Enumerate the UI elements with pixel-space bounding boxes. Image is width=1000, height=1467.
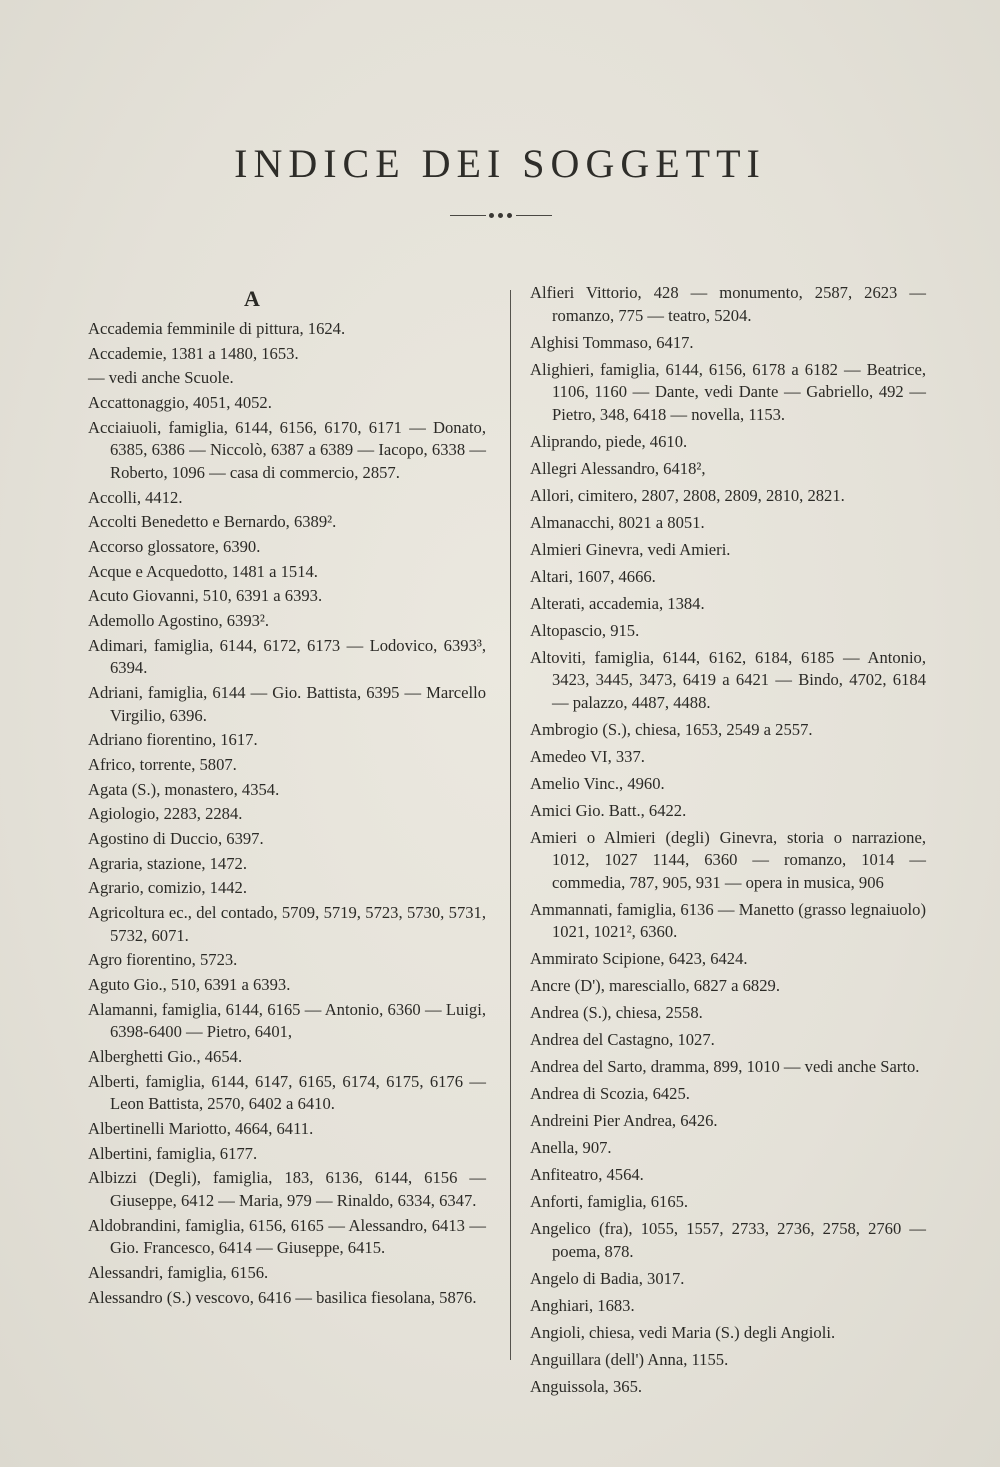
index-entry: Almieri Ginevra, vedi Amieri. (530, 539, 731, 559)
index-entry: Acque e Acquedotto, 1481 a 1514. (88, 561, 318, 581)
page-title: INDICE DEI SOGGETTI (234, 141, 766, 186)
ornament-dot (489, 213, 494, 218)
index-entry: Ammannati, famiglia, 6136 — Manetto (grasso legnaiuolo) 1021, 1021², 6360. (530, 899, 926, 942)
index-entry: Allegri Alessandro, 6418², (530, 458, 706, 478)
index-entry: Accattonaggio, 4051, 4052. (88, 393, 272, 413)
index-entry: Amedeo VI, 337. (530, 746, 645, 766)
ornament-line-right (516, 215, 552, 216)
column-divider (510, 290, 511, 1360)
index-entry: Adimari, famiglia, 6144, 6172, 6173 — Lodovico, 6393³, 6394. (88, 635, 486, 678)
section-letter: A (244, 286, 260, 311)
index-entry: Alamanni, famiglia, 6144, 6165 — Antonio, 6360 — Luigi, 6398-6400 — Pietro, 6401, (88, 999, 486, 1042)
index-entry: Accolli, 4412. (88, 487, 183, 507)
index-entry: Amici Gio. Batt., 6422. (530, 800, 687, 820)
index-entry: Andrea di Scozia, 6425. (530, 1084, 690, 1104)
index-entry: Agraria, stazione, 1472. (88, 853, 247, 873)
index-entry: Angioli, chiesa, vedi Maria (S.) degli Angioli. (530, 1322, 836, 1342)
index-entry: Anghiari, 1683. (530, 1295, 635, 1315)
index-entry: Agiologio, 2283, 2284. (88, 804, 243, 824)
index-entry: Anguillara (dell') Anna, 1155. (530, 1349, 729, 1369)
index-entry: Andrea del Sarto, dramma, 899, 1010 — vedi anche Sarto. (530, 1057, 920, 1077)
index-entry: Alessandro (S.) vescovo, 6416 — basilica fiesolana, 5876. (88, 1287, 477, 1307)
index-entry: Alberti, famiglia, 6144, 6147, 6165, 6174, 6175, 6176 — Leon Battista, 2570, 6402 a 6410. (88, 1071, 486, 1114)
index-entry: Ammirato Scipione, 6423, 6424. (530, 949, 748, 969)
index-entry: Amelio Vinc., 4960. (530, 773, 665, 793)
index-entry: Alfieri Vittorio, 428 — monumento, 2587, 2623 — romanzo, 775 — teatro, 5204. (530, 283, 926, 325)
index-entry: Agostino di Duccio, 6397. (88, 829, 264, 849)
index-entry: Aliprando, piede, 4610. (530, 431, 688, 451)
index-entry: Adriano fiorentino, 1617. (88, 730, 258, 750)
index-entry: Agricoltura ec., del contado, 5709, 5719, 5723, 5730, 5731, 5732, 6071. (88, 903, 486, 945)
index-column-right (530, 282, 926, 1403)
index-entry: Altopascio, 915. (530, 620, 640, 640)
index-entry: Andrea del Castagno, 1027. (530, 1030, 715, 1050)
index-entry: Acciaiuoli, famiglia, 6144, 6156, 6170, 6171 — Donato, 6385, 6386 — Niccolò, 6387 a 6389 — Iacopo, 6338 — Roberto, 1096 — casa di commercio, 2857. (88, 417, 486, 482)
index-column-left (88, 318, 486, 1311)
index-entry: Anguissola, 365. (530, 1376, 643, 1396)
index-entry: Accademia femminile di pittura, 1624. (88, 319, 346, 338)
index-entry: Aldobrandini, famiglia, 6156, 6165 — Alessandro, 6413 — Gio. Francesco, 6414 — Giuseppe, 6415. (88, 1215, 486, 1258)
index-entry: Agata (S.), monastero, 4354. (88, 779, 280, 799)
index-entry: — vedi anche Scuole. (88, 368, 234, 388)
index-entry: Albizzi (Degli), famiglia, 183, 6136, 6144, 6156 — Giuseppe, 6412 — Maria, 979 — Rinaldo, 6334, 6347. (88, 1168, 486, 1210)
index-entry: Anforti, famiglia, 6165. (530, 1192, 689, 1212)
index-entry: Aguto Gio., 510, 6391 a 6393. (88, 975, 291, 995)
index-entry: Anfiteatro, 4564. (530, 1165, 644, 1185)
index-entry: Ademollo Agostino, 6393². (88, 611, 270, 631)
title-ornament (450, 210, 552, 222)
index-entry: Acuto Giovanni, 510, 6391 a 6393. (88, 586, 323, 606)
index-entry: Accademie, 1381 a 1480, 1653. (88, 343, 299, 363)
ornament-line-left (450, 215, 486, 216)
index-entry: Altari, 1607, 4666. (530, 566, 656, 586)
index-entry: Alessandri, famiglia, 6156. (88, 1262, 269, 1282)
index-entry: Agrario, comizio, 1442. (88, 878, 247, 898)
index-entry: Angelico (fra), 1055, 1557, 2733, 2736, 2758, 2760 — poema, 878. (530, 1219, 926, 1261)
index-entry: Accolti Benedetto e Bernardo, 6389². (88, 512, 337, 532)
index-entry: Albertini, famiglia, 6177. (88, 1143, 258, 1163)
index-entry: Anella, 907. (530, 1138, 612, 1158)
ornament-dot (507, 213, 512, 218)
index-entry: Almanacchi, 8021 a 8051. (530, 512, 705, 532)
index-entry: Adriani, famiglia, 6144 — Gio. Battista, 6395 — Marcello Virgilio, 6396. (88, 683, 486, 725)
index-entry: Alterati, accademia, 1384. (530, 593, 705, 613)
index-entry: Amieri o Almieri (degli) Ginevra, storia o narrazione, 1012, 1027 1144, 6360 — romanzo, 1014 — commedia, 787, 905, 931 — opera in musica, 906 (530, 827, 926, 892)
index-entry: Africo, torrente, 5807. (88, 755, 237, 774)
index-entry: Ancre (D'), maresciallo, 6827 a 6829. (530, 976, 780, 996)
index-entry: Ambrogio (S.), chiesa, 1653, 2549 a 2557. (530, 719, 813, 739)
index-entry: Andreini Pier Andrea, 6426. (530, 1111, 718, 1131)
index-entry: Albertinelli Mariotto, 4664, 6411. (88, 1119, 314, 1139)
index-entry: Altoviti, famiglia, 6144, 6162, 6184, 6185 — Antonio, 3423, 3445, 3473, 6419 a 6421 — Bindo, 4702, 6184 — palazzo, 4487, 4488. (530, 647, 926, 712)
index-entry: Accorso glossatore, 6390. (88, 537, 261, 556)
index-entry: Alighieri, famiglia, 6144, 6156, 6178 a 6182 — Beatrice, 1106, 1160 — Dante, vedi Dante — Gabriello, 492 — Pietro, 348, 6418 — novella, 1153. (530, 359, 926, 424)
index-entry: Allori, cimitero, 2807, 2808, 2809, 2810, 2821. (530, 485, 845, 505)
index-entry: Alghisi Tommaso, 6417. (530, 332, 694, 352)
index-entry: Alberghetti Gio., 4654. (88, 1047, 243, 1067)
index-entry: Andrea (S.), chiesa, 2558. (530, 1003, 703, 1023)
ornament-dot (498, 213, 503, 218)
index-entry: Angelo di Badia, 3017. (530, 1268, 685, 1288)
index-entry: Agro fiorentino, 5723. (88, 950, 238, 970)
